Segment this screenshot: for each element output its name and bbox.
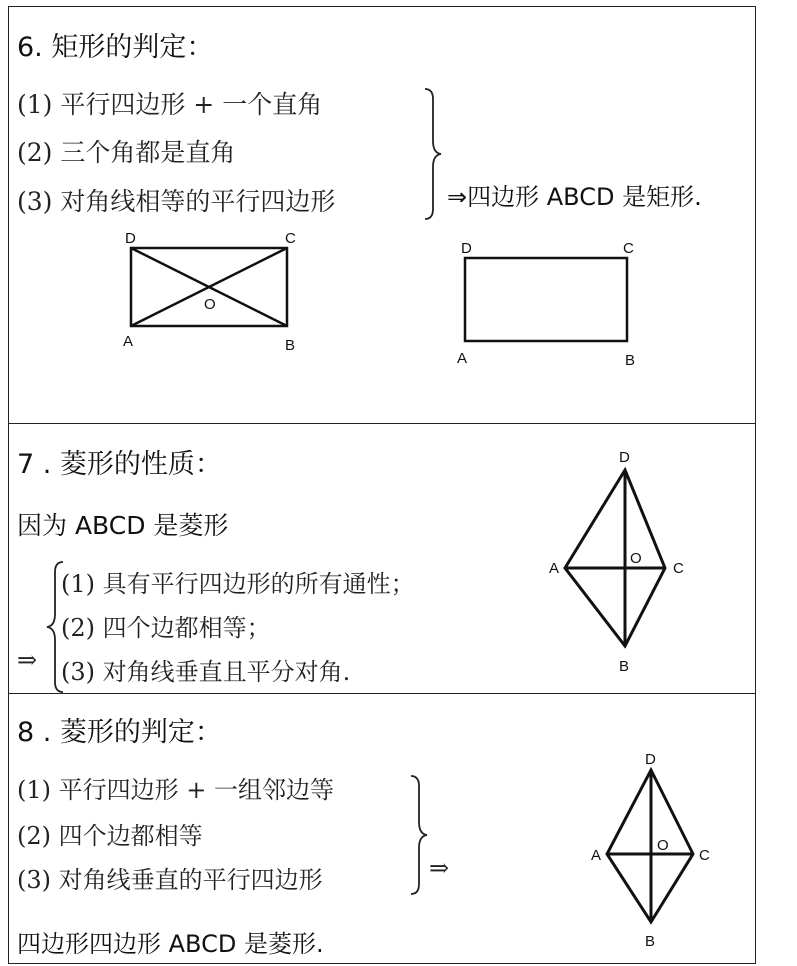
center-label-o: O bbox=[204, 296, 216, 313]
vertex-label-c: C bbox=[699, 847, 710, 864]
rhombus-properties-figure bbox=[545, 446, 705, 686]
vertex-label-c: C bbox=[285, 230, 296, 247]
rectangle-diagonals-figure bbox=[119, 232, 319, 357]
vertex-label-d: D bbox=[645, 751, 656, 768]
section8-condition-3: (3) 对角线垂直的平行四边形 bbox=[17, 866, 323, 894]
vertex-label-a: A bbox=[123, 333, 134, 350]
section6-condition-1: (1) 平行四边形 + 一个直角 bbox=[17, 90, 323, 119]
vertex-label-b: B bbox=[285, 337, 296, 354]
section6-condition-3: (3) 对角线相等的平行四边形 bbox=[17, 187, 336, 216]
section7-heading: 7 . 菱形的性质： bbox=[17, 449, 222, 480]
vertex-label-a: A bbox=[549, 560, 560, 577]
section7-premise: 因为 ABCD 是菱形 bbox=[17, 511, 229, 540]
vertex-label-b: B bbox=[645, 933, 656, 950]
section8-condition-2: (2) 四个边都相等 bbox=[17, 822, 203, 850]
section8-condition-1: (1) 平行四边形 + 一组邻边等 bbox=[17, 776, 334, 804]
vertex-label-a: A bbox=[457, 350, 468, 367]
section7-arrow: ⇒ bbox=[17, 646, 38, 674]
center-label-o: O bbox=[630, 550, 642, 567]
rectangle-plain-outline bbox=[465, 258, 627, 341]
vertex-label-b: B bbox=[619, 658, 630, 675]
vertex-label-c: C bbox=[673, 560, 684, 577]
right-brace-icon bbox=[423, 87, 447, 221]
section6-conclusion: ⇒四边形 ABCD 是矩形. bbox=[447, 183, 702, 211]
section-rhombus-properties bbox=[9, 424, 755, 694]
vertex-label-d: D bbox=[125, 230, 136, 247]
vertex-label-b: B bbox=[625, 352, 636, 369]
section6-condition-2: (2) 三个角都是直角 bbox=[17, 138, 236, 167]
rhombus-criteria-figure bbox=[585, 750, 725, 950]
section7-property-2: (2) 四个边都相等； bbox=[61, 614, 271, 642]
section-rectangle-criteria bbox=[9, 7, 755, 424]
section8-arrow: ⇒ bbox=[429, 854, 450, 882]
section-rhombus-criteria bbox=[9, 694, 755, 965]
section6-heading: 6. 矩形的判定： bbox=[17, 32, 214, 63]
rectangle-plain-figure bbox=[455, 239, 655, 369]
section8-heading: 8 . 菱形的判定： bbox=[17, 717, 222, 748]
center-label-o: O bbox=[657, 837, 669, 854]
vertex-label-d: D bbox=[619, 449, 630, 466]
vertex-label-c: C bbox=[623, 240, 634, 257]
vertex-label-a: A bbox=[591, 847, 602, 864]
worksheet bbox=[8, 6, 756, 964]
section8-conclusion: 四边形四边形 ABCD 是菱形. bbox=[17, 930, 324, 958]
vertex-label-d: D bbox=[461, 240, 472, 257]
section7-property-3: (3) 对角线垂直且平分对角. bbox=[61, 658, 351, 686]
section7-property-1: (1) 具有平行四边形的所有通性； bbox=[61, 570, 415, 598]
rhombus-outline bbox=[565, 470, 665, 646]
